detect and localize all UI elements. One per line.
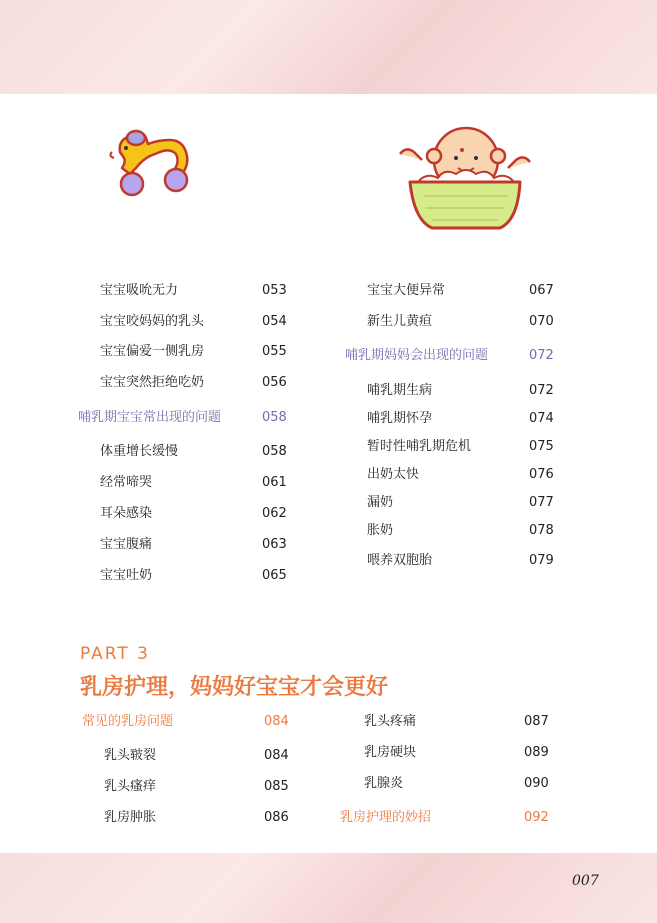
footer-watercolor-band	[0, 853, 657, 923]
toc-entry-label: 乳头疼痛	[364, 714, 417, 729]
toc-entry-label: 哺乳期生病	[367, 383, 433, 398]
toc-entry-page: 070	[529, 314, 554, 329]
toc-entry-page: 087	[524, 714, 549, 729]
toc-entry[interactable]	[367, 493, 559, 513]
toc-entry-page: 056	[262, 375, 287, 390]
toc-entry-label: 常见的乳房问题	[82, 714, 174, 729]
toc-entry-page: 058	[262, 410, 287, 425]
toc-entry[interactable]	[100, 312, 292, 332]
toc-entry-label: 宝宝腹痛	[100, 537, 153, 552]
toc-entry-label: 宝宝咬妈妈的乳头	[100, 314, 205, 329]
toc-entry-label: 体重增长缓慢	[100, 444, 179, 459]
toc-entry-label: 乳头皲裂	[104, 748, 157, 763]
toc-entry-label: 暂时性哺乳期危机	[367, 439, 472, 454]
toc-section-heading[interactable]	[345, 346, 559, 366]
toc-entry-page: 089	[524, 745, 549, 760]
toc-entry[interactable]	[364, 774, 554, 794]
toc-entry-label: 乳头瘙痒	[104, 779, 157, 794]
toc-entry[interactable]	[100, 473, 292, 493]
toc-entry-label: 乳房肿胀	[104, 810, 157, 825]
toc-entry[interactable]	[100, 566, 292, 586]
toc-entry[interactable]	[367, 521, 559, 541]
toc-entry-label: 乳房护理的妙招	[340, 810, 432, 825]
toc-entry-page: 062	[262, 506, 287, 521]
toc-entry-page: 075	[529, 439, 554, 454]
toc-entry-label: 乳腺炎	[364, 776, 404, 791]
toc-entry-label: 宝宝大便异常	[367, 283, 446, 298]
toc-entry-label: 哺乳期妈妈会出现的问题	[345, 348, 489, 363]
toc-entry[interactable]	[104, 808, 294, 828]
toc-entry[interactable]	[100, 373, 292, 393]
toc-entry-page: 086	[264, 810, 289, 825]
toc-entry[interactable]	[100, 281, 292, 301]
toc-entry[interactable]	[367, 381, 559, 401]
toc-entry[interactable]	[100, 535, 292, 555]
toc-entry-page: 085	[264, 779, 289, 794]
toc-entry-page: 072	[529, 348, 554, 363]
toc-entry-page: 061	[262, 475, 287, 490]
page-number: 007	[572, 873, 599, 889]
toc-entry-label: 哺乳期怀孕	[367, 411, 433, 426]
toc-entry-page: 079	[529, 553, 554, 568]
toc-entry-label: 经常啼哭	[100, 475, 153, 490]
toc-entry-label: 宝宝吐奶	[100, 568, 153, 583]
toc-entry[interactable]	[367, 312, 559, 332]
toc-entry[interactable]	[367, 409, 559, 429]
toc-entry[interactable]	[367, 465, 559, 485]
toc-entry-label: 漏奶	[367, 495, 394, 510]
toc-entry-page: 092	[524, 810, 549, 825]
toc-entry-label: 胀奶	[367, 523, 394, 538]
toc-entry-page: 078	[529, 523, 554, 538]
toc-section-heading[interactable]	[340, 808, 554, 828]
toc-entry-label: 哺乳期宝宝常出现的问题	[78, 410, 222, 425]
toc-entry[interactable]	[100, 442, 292, 462]
toc-entry-page: 090	[524, 776, 549, 791]
toc-entry[interactable]	[104, 777, 294, 797]
toc-entry-page: 076	[529, 467, 554, 482]
baby-in-bath-icon	[396, 124, 534, 234]
toc-entry-page: 072	[529, 383, 554, 398]
toc-entry[interactable]	[104, 746, 294, 766]
toc-entry-page: 063	[262, 537, 287, 552]
toc-entry-page: 074	[529, 411, 554, 426]
toc-entry[interactable]	[364, 743, 554, 763]
part-label: PART 3	[80, 644, 150, 664]
toc-entry-page: 054	[262, 314, 287, 329]
part-title: 乳房护理，妈妈好宝宝才会更好	[80, 675, 389, 700]
toc-entry-page: 067	[529, 283, 554, 298]
toy-animal-icon	[100, 122, 195, 202]
toc-entry-page: 084	[264, 714, 289, 729]
toc-entry[interactable]	[100, 504, 292, 524]
toc-entry[interactable]	[364, 712, 554, 732]
toc-section-heading[interactable]	[78, 408, 292, 428]
toc-entry[interactable]	[367, 437, 559, 457]
toc-entry-page: 084	[264, 748, 289, 763]
toc-entry-label: 宝宝吸吮无力	[100, 283, 179, 298]
toc-entry[interactable]	[367, 281, 559, 301]
toc-entry-label: 喂养双胞胎	[367, 553, 433, 568]
toc-entry-label: 耳朵感染	[100, 506, 153, 521]
toc-entry-label: 宝宝偏爱一侧乳房	[100, 344, 205, 359]
toc-entry-page: 077	[529, 495, 554, 510]
toc-entry-label: 出奶太快	[367, 467, 420, 482]
toc-entry-page: 065	[262, 568, 287, 583]
toc-section-heading[interactable]	[82, 712, 294, 732]
toc-entry-page: 055	[262, 344, 287, 359]
toc-entry-label: 新生儿黄疸	[367, 314, 433, 329]
header-watercolor-band	[0, 0, 657, 94]
toc-entry-label: 乳房硬块	[364, 745, 417, 760]
toc-entry-label: 宝宝突然拒绝吃奶	[100, 375, 205, 390]
toc-entry-page: 053	[262, 283, 287, 298]
toc-entry[interactable]	[367, 551, 559, 571]
toc-entry-page: 058	[262, 444, 287, 459]
toc-entry[interactable]	[100, 342, 292, 362]
